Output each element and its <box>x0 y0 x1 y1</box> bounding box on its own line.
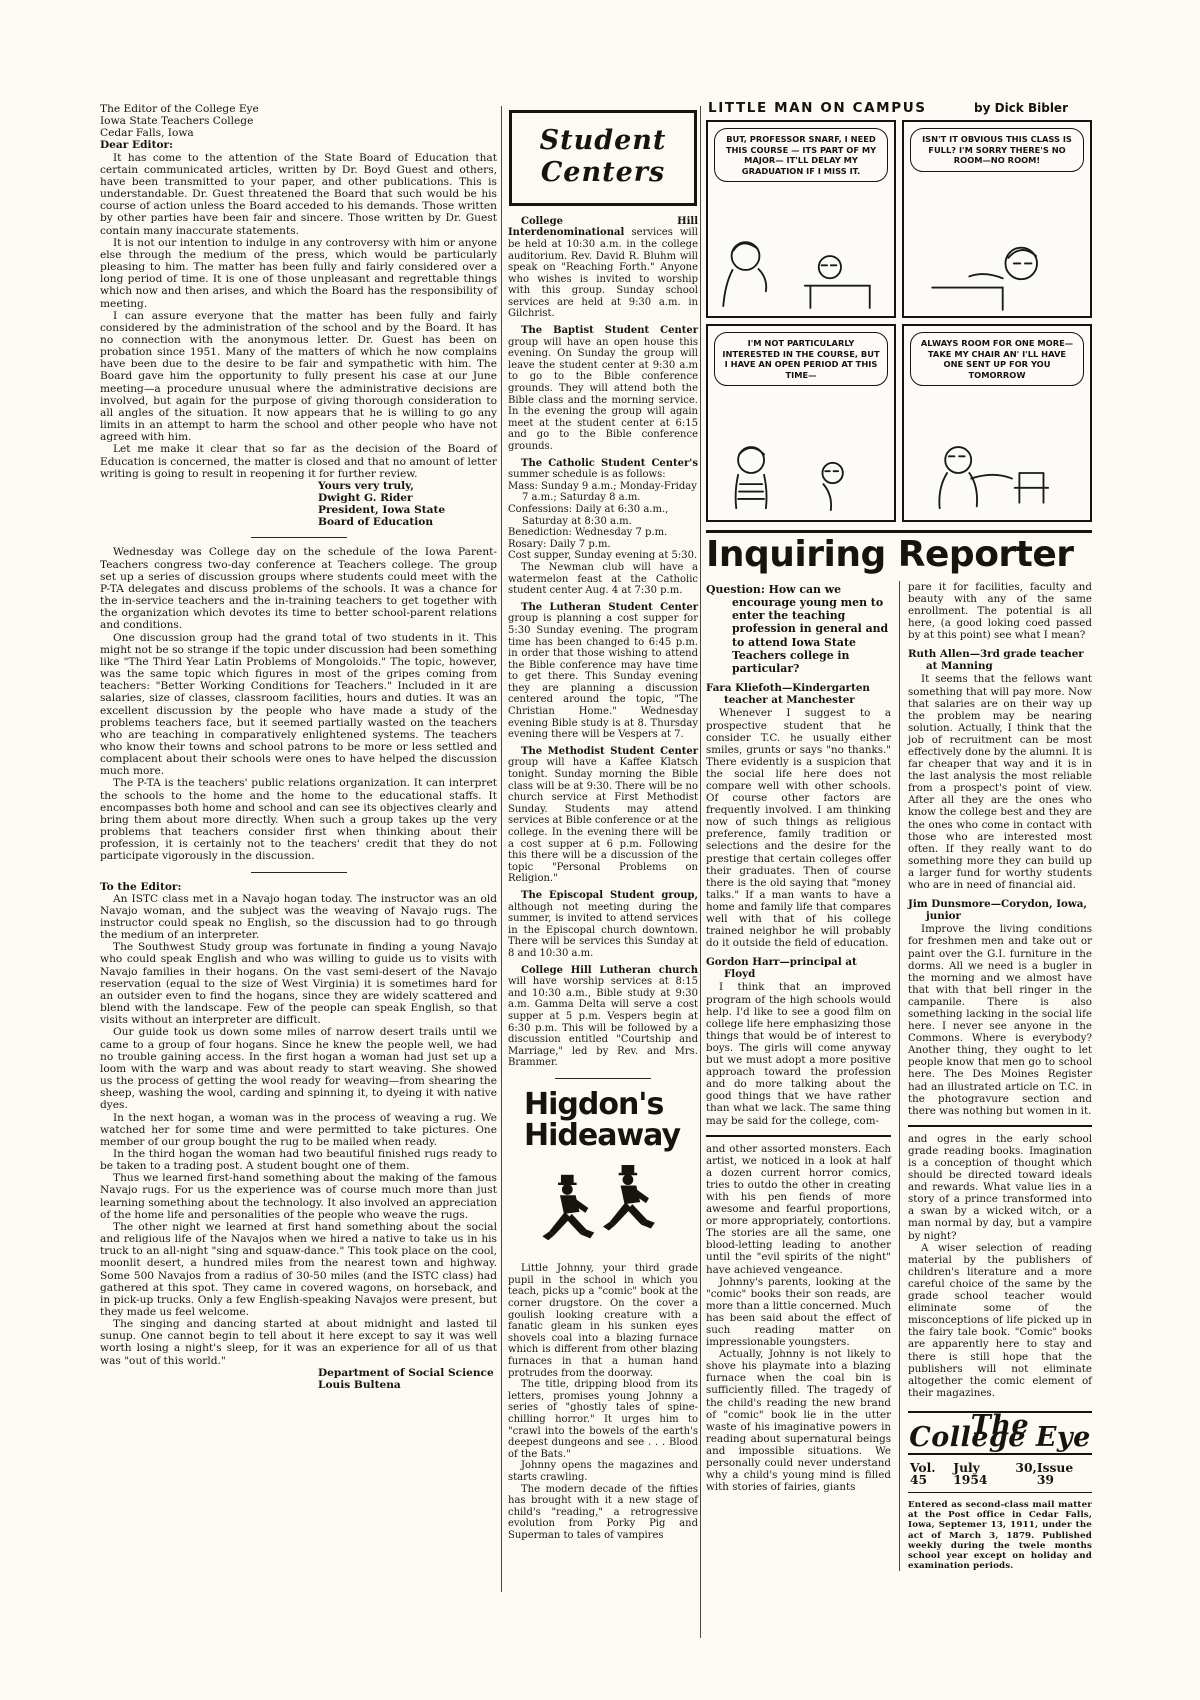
address-line: The Editor of the College Eye <box>100 103 259 115</box>
paragraph: The title, dripping blood from its letters, promises young Johnny a series of "ghostly tales of spine-chilling horror." It urges him to "crawl into the bowels of the earth's deepest dungeons and see . . . Blood of the Bats." <box>508 1379 698 1460</box>
comic-titlebar <box>706 100 1092 120</box>
section-divider <box>251 537 347 538</box>
address-line: Cedar Falls, Iowa <box>100 127 194 140</box>
paragraph: Whenever I suggest to a prospective student that he consider T.C. he usually either smiles, grunts or says "no thanks." There evidently is a suspicion that the social life here does not compare well with other schools. Of course other factors are frequently involved. I am thinking now of such things as religious preference, family tradition or selections and the desire for the prestige that certain colleges offer their graduates. Then of course there is the old saying that "money talks." If a man wants to have a home and family life that compares well with that of his college trained neighbor he will probably do it outside the field of education. <box>706 707 891 950</box>
letters-column <box>100 103 497 1391</box>
cartoon-student-professor-icon <box>714 226 879 312</box>
paragraph: The Southwest Study group was fortunate in finding a young Navajo who could speak English and who was willing to guide us to visits with Navajo families in their hogans. On the vast semi-desert of the Navajo reservation (equal to the size of West Virginia) it is sometimes hard for an outsider even to find the hogans, since they are widely scattered and blend with the landscape. Few of the people can speak English, so that visits without an interpreter are difficult. <box>100 941 497 1027</box>
paragraph: I think that an improved program of the high schools would help. I'd like to see a good film on college life here emphasizing those things that would be of interest to boys. The girls will come anyway but we must adopt a more positive approach toward the profession and do more talking about the good things that we have rather than what we lack. The same thing may be said for the college, com- <box>706 981 891 1127</box>
volume-row <box>908 1457 1092 1490</box>
comic-byline: by Dick Bibler <box>974 101 1068 115</box>
paragraph: Johnny's parents, looking at the "comic" books their son reads, are more than a little concerned. Much has been said about the effect of such reading matter on impressionable youngsters. <box>706 1275 891 1349</box>
paragraph: Actually, Johnny is not likely to shove his playmate into a blazing furnace when the coal bin is sufficiently filled. The tragedy of the child's reading the new brand of "comic" book lie in the utter waste of his imaginative powers in reading about supernatural beings and impossible situations. We personally could never understand why a child's young mind is filled with stories of fairies, giants <box>706 1348 891 1494</box>
issue-date: July 30, 1954 <box>953 1460 1037 1488</box>
second-class-entry-notice: Entered as second-class mail matter at the Post office in Cedar Falls, Iowa, Septemer 13, 1911, under the act of March 3, 1879. Published weekly during the twele months school year except on holiday and examination periods. <box>908 1500 1092 1571</box>
student-centers-title-line1: Student <box>539 125 667 156</box>
signature-line: Louis Bultena <box>318 1378 401 1391</box>
student-centers-header <box>509 110 697 206</box>
speech-bubble: ISN'T IT OBVIOUS THIS CLASS IS FULL? I'M SORRY THERE'S NO ROOM—NO ROOM! <box>910 128 1084 172</box>
cartoon-professor-icon <box>910 226 1075 312</box>
signature-line: Department of Social Science <box>318 1366 494 1379</box>
paragraph: The modern decade of the fifties has brought with it a new stage of child's "reading," a retrogressive evolution from Porky Pig and Superman to tales of vampires <box>508 1483 698 1541</box>
paragraph: College Hill Lutheran church will have worship services at 8:15 and 10:30 a.m., Bible study at 9:30 a.m. Gamma Delta will serve a cost supper at 5 p.m. Vespers begin at 6:30 p.m. This will be followed by a discussion entitled "Courtship and Marriage," led by Rev. and Mrs. Brammer. <box>508 964 698 1069</box>
comic-panel-3 <box>706 324 896 522</box>
respondent-heading: Gordon Harr—principal at Floyd <box>706 956 857 981</box>
respondent-heading: Ruth Allen—3rd grade teacher at Manning <box>908 648 1084 673</box>
comic-panels <box>706 120 1092 522</box>
address-line: Iowa State Teachers College <box>100 115 254 128</box>
paragraph: The Baptist Student Center group will have an open house this evening. On Sunday the group will leave the student center at 9:30 a.m to go to the Bible conference grounds. They will attend both the Bible class and the morning service. In the evening the group will again meet at the student center at 6:15 and go to the Bible conference grounds. <box>508 325 698 452</box>
student-centers-title-line2: Centers <box>540 156 666 188</box>
comic-panel-2 <box>902 120 1092 318</box>
paragraph: The Lutheran Student Center group is planning a cost supper for 5:30 Sunday evening. The program time has been changed to 6:45 p.m. in order that those wishing to attend the Bible conference may have time to get there. This Sunday evening they are planning a discussion centered around the topic, "The Christian Home." Wednesday evening Bible study is at 8. Thursday evening there will be Vespers at 7. <box>508 601 698 741</box>
paragraph: It is not our intention to indulge in any controversy with him or anyone else through the medium of the press, which would be particularly pleasing to him. The matter has been fully and fairly considered over a long period of time. It is one of those unpleasant and regrettable things which now and then arises, and which the Board has the responsibility of meeting. <box>100 236 497 310</box>
section-divider <box>555 1078 651 1079</box>
schedule-line: Rosary: Daily 7 p.m. <box>508 538 611 550</box>
inquiring-column-2-text <box>908 581 1092 1399</box>
paragraph: In the third hogan the woman had two beautiful finished rugs ready to be taken to a trading post. A student bought one of them. <box>100 1147 497 1173</box>
inquiring-column-1 <box>706 581 899 1571</box>
paragraph: College Hill Interdenominational services will be held at 10:30 a.m. in the college auditorium. Rev. David R. Bluhm will speak on "Reaching Forth." Anyone who wishes is invited to worship with this group. Sunday school services are held at 9:30 a.m. in Gilchrist. <box>508 215 698 320</box>
paragraph: A wiser selection of reading material by the publishers of children's literature and a more careful choice of the same by the grade school teacher would eliminate some of the misconceptions of life picked up in the fairy tale book. "Comic" books are apparently here to stay and there is still hope that the publishers will not eliminate altogether the comic element of their magazines. <box>908 1241 1092 1399</box>
comic-panel-1 <box>706 120 896 318</box>
schedule-line: Mass: Sunday 9 a.m.; Monday-Friday 7 a.m.; Saturday 8 a.m. <box>508 480 697 504</box>
higdons-title-line1: Higdon's <box>524 1086 664 1122</box>
schedule-line: Cost supper, Sunday evening at 5:30. <box>508 550 698 562</box>
signature-line: Dwight G. Rider <box>318 492 413 504</box>
column-rule <box>706 1135 891 1137</box>
inquiring-column-2 <box>899 581 1092 1571</box>
paragraph: Johnny opens the magazines and starts crawling. <box>508 1460 698 1483</box>
masthead <box>908 1411 1092 1571</box>
paragraph: The Episcopal Student group, although not meeting during the summer, is invited to attend services in the Episcopal church downtown. There will be services this Sunday at 8 and 10:30 a.m. <box>508 889 698 959</box>
paragraph: Our guide took us down some miles of narrow desert trails until we came to a group of four hogans. Since he knew the people well, we had no trouble gaining access. In the first hogan a woman had just set up a loom with the warp and was about ready to start weaving. She showed us the process of getting the wool ready for weaving—from shearing the sheep, washing the wool, carding and spinning it, to dyeing it with native dyes. <box>100 1026 497 1112</box>
right-section <box>706 100 1092 1571</box>
masthead-rule-bottom <box>908 1492 1092 1493</box>
column-divider-right <box>700 106 701 1638</box>
paragraph: It has come to the attention of the State Board of Education that certain communicated articles, written by Dr. Boyd Guest and others, have been transmitted to your paper, and other publications. This is understandable. Dr. Guest threatened the Board that such would be his course of action unless the Board acceded to his demands. Those written by other parties have been fair and sincere. Those written by Dr. Guest contain many inaccurate statements. <box>100 151 497 237</box>
paragraph: The other night we learned at first hand something about the social and religious life of the Navajos when we hired a native to take us in his truck to an all-night "sing and squaw-dance." This took place on the cool, moonlit desert, a hundred miles from the nearest town and highway. Some 500 Navajos from a radius of 30-50 miles (and the ISTC class) had gathered at this spot. They came in covered wagons, on horseback, and in pick-up trucks. Only a few English-speaking Navajos were present, but they made us feel welcome. <box>100 1220 497 1318</box>
cartoon-professor-chair-icon <box>910 430 1075 516</box>
student-centers-listings <box>508 216 698 1079</box>
paragraph: and other assorted monsters. Each artist, we noticed in a look at half a dozen current horror comics, tries to outdo the other in creating with his pen fiends of more awesome and fearful proportions, or more appropriately, contortions. The stories are all the same, one blood-letting leading to another until the "evil spirits of the night" have achieved vengeance. <box>706 1142 891 1276</box>
speech-bubble: I'M NOT PARTICULARLY INTERESTED IN THE COURSE, BUT I HAVE AN OPEN PERIOD AT THIS TIME— <box>714 332 888 386</box>
respondent-heading: Fara Kliefoth—Kindergarten teacher at Manchester <box>706 682 870 707</box>
paragraph: Improve the living conditions for freshmen men and take out or paint over the G.I. furniture in the dorms. All we need is a bugler in the morning and we almost have that with that bell ringer in the campanile. There is also something lacking in the social life here. I never see anyone in the Commons. Where is everybody? Another thing, they ought to let people know that men go to school here. The Des Moines Register had an illustrated article on T.C. in the photogravure section and there was nothing but women in it. <box>908 923 1092 1117</box>
student-centers-column <box>508 106 698 1542</box>
inquiring-reporter-columns <box>706 581 1092 1571</box>
volume-number: Vol. 45 <box>910 1460 936 1488</box>
issue-number: Issue 39 <box>1036 1460 1074 1488</box>
paragraph: In the next hogan, a woman was in the process of weaving a rug. We watched her for some time and were permitted to take pictures. One member of our group bought the rug to be mailed when ready. <box>100 1111 497 1148</box>
paragraph: The Catholic Student Center's summer schedule is as follows: <box>508 457 698 481</box>
cartoon-coed-professor-icon <box>714 430 879 516</box>
bold-line: Dear Editor: <box>100 139 174 152</box>
inquiring-reporter-section <box>706 530 1092 1571</box>
signature-line: Board of Education <box>318 516 434 529</box>
paragraph: One discussion group had the grand total of two students in it. This might not be so strange if the topic under discussion had been something like "The Third Year Latin Problems of Mongoloids." The topic, however, was the same topic which figures in most of the gripes coming from teachers: "Better Working Conditions for Teachers." Included in it are salaries, size of classes, classroom facilities, hours and duties. It was an excellent discussion by the people who have made a study of the problems teachers face, but it seemed partially wasted on the teachers who are teaching in comparatively enlightened systems. The teachers who know their towns and school patrons to be more or less settled and complacent about their schools were ones to have helped the discussion much more. <box>100 631 497 778</box>
comic-strip <box>706 100 1092 522</box>
speech-bubble: ALWAYS ROOM FOR ONE MORE— TAKE MY CHAIR AN' I'LL HAVE ONE SENT UP FOR YOU TOMORROW <box>910 332 1084 386</box>
paragraph: The P-TA is the teachers' public relations organization. It can interpret the schools to the home and the home to the educational staffs. It encompasses both home and school and can see its objectives clearly and bring them about more directly. When such a group takes up the very problems that teachers consider first when thinking about their profession, it is certainly not to the teachers' credit that they do not participate vigorously in the discussion. <box>100 777 497 863</box>
higdons-title-line2: Hideaway <box>524 1118 681 1154</box>
question-text: Question: How can we encourage young men to enter the teaching profession in general and to attend Iowa State Teachers college in particular? <box>706 582 889 676</box>
higdons-hideaway-header <box>508 1086 698 1253</box>
walking-men-icon <box>539 1165 667 1253</box>
paragraph: and ogres in the early school grade reading books. Imagination is a conception of thought which should be directed toward ideals and rewards. What value lies in a story of a prince transformed into a swan by a wicked witch, or a man normal by day, but a vampire by night? <box>908 1132 1092 1242</box>
inquiring-reporter-headline: Inquiring Reporter <box>706 534 1074 575</box>
speech-bubble: BUT, PROFESSOR SNARF, I NEED THIS COURSE — ITS PART OF MY MAJOR— IT'LL DELAY MY GRADUATION IF I MISS IT. <box>714 128 888 182</box>
signature-line: President, Iowa State <box>318 504 446 517</box>
paragraph: Let me make it clear that so far as the decision of the Board of Education is concerned, the matter is closed and that no amount of letter writing is going to result in reopening it for further review. <box>100 443 497 480</box>
comic-title: LITTLE MAN ON CAMPUS <box>708 100 927 116</box>
paragraph: Little Johnny, your third grade pupil in the school in which you teach, picks up a "comic" book at the corner drugstore. On the cover a goulish looking creature with a fanatic gleam in his sunken eyes shovels coal into a blazing furnace which is different from other blazing furnaces in that a human hand protrudes from the doorway. <box>508 1263 698 1379</box>
paragraph: The Methodist Student Center group will have a Kaffee Klatsch tonight. Sunday morning the Bible class will be at 9:30. There will be no church service at First Methodist Sunday. Students may attend services at Bible conference or at the college. In the evening there will be a cost supper at 6 p.m. Following this there will be a discussion of the topic "Personal Problems on Religion." <box>508 745 698 885</box>
signature-line: Yours very truly, <box>318 479 414 492</box>
bold-line: To the Editor: <box>100 880 182 893</box>
paragraph: I can assure everyone that the matter has been fully and fairly considered by the administration of the school and by the Board. It has no connection with the anonymous letter. Dr. Guest has been on probation since 1951. Many of the matters of which he now complains have been due to the desire to be fair and sympathetic with him. The Board gave him the opportunity to fully present his case at our June meeting—a procedure unusual where the administrative decisions are involved, but again for the purpose of giving thorough consideration to all angles of the situation. It now appears that he is willing to go any limits in an attempt to harm the school and other people who have not agreed with him. <box>100 309 497 444</box>
paragraph: Wednesday was College day on the schedule of the Iowa Parent-Teachers congress two-day conference at Teachers college. The group set up a series of discussion groups where students could meet with the P-TA delegates and discuss problems of the schools. It was a chance for the in-service teachers and the in-training teachers to get together with the organization which devotes its time to better school-parent relations and conditions. <box>100 546 497 632</box>
paragraph: The singing and dancing started at about midnight and lasted til sunup. One cannot begin to tell about it here except to say it was well worth losing a night's sleep, for it was an experience for all of us that was "out of this world." <box>100 1318 497 1367</box>
respondent-heading: Jim Dunsmore—Corydon, Iowa, junior <box>908 898 1087 923</box>
schedule-line: Benediction: Wednesday 7 p.m. <box>508 527 668 539</box>
masthead-rule-mid <box>908 1453 1092 1455</box>
paragraph: It seems that the fellows want something that will pay more. Now that salaries are on their way up the problem may be nearing solution. Actually, I think that the job of recruitment can be most effectively done by the alumni. It is far cheaper that way and it is in the last analysis the most reliable from a prospect's point of view. After all they are the ones who know the college best and they are the ones who come in contact with those who are interested most often. If they really want to do something more they can build up a larger fund for worthy students who are in need of financial aid. <box>908 673 1092 892</box>
paragraph: Thus we learned first-hand something about the making of the famous Navajo rugs. For us the experience was of course much more than just learning something about the technology. It also involved an appreciation of the home life and personalities of the people who weave the rugs. <box>100 1172 497 1221</box>
schedule-line: Confessions: Daily at 6:30 a.m., Saturday at 8:30 a.m. <box>508 503 669 527</box>
paragraph: pare it for facilities, faculty and beauty with any of the same enrollment. The potential is all here, (a good loking coed passed by at this point) see what I mean? <box>908 580 1092 642</box>
comic-panel-4 <box>902 324 1092 522</box>
section-divider <box>251 872 347 873</box>
higdons-text <box>508 1263 698 1541</box>
column-rule <box>908 1125 1092 1127</box>
column-divider-left <box>501 106 502 1592</box>
newspaper-name: The College Eye <box>909 1409 1091 1453</box>
paragraph: An ISTC class met in a Navajo hogan today. The instructor was an old Navajo woman, and the subject was the weaving of Navajo rugs. The instructor could speak no English, so the discussion had to go through the medium of an interpreter. <box>100 892 497 942</box>
paragraph: The Newman club will have a watermelon feast at the Catholic student center Aug. 4 at 7:30 p.m. <box>508 561 698 597</box>
